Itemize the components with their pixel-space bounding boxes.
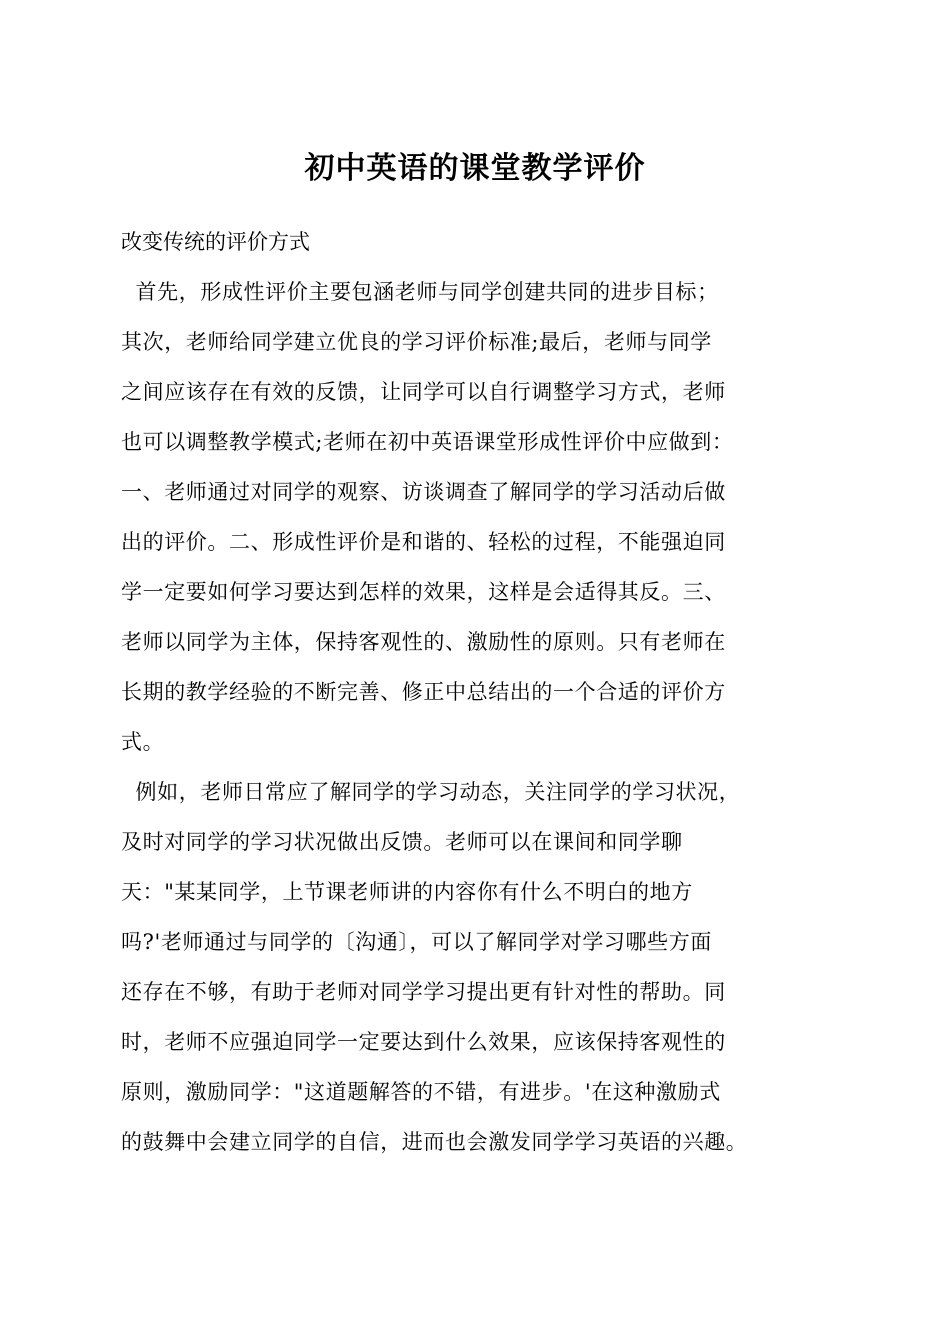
body-line: 一、老师通过对同学的观察、访谈调查了解同学的学习活动后做 <box>121 480 726 504</box>
body-line: 时，老师不应强迫同学一定要达到什么效果，应该保持客观性的 <box>121 1030 726 1054</box>
body-line: 长期的教学经验的不断完善、修正中总结出的一个合适的评价方 <box>121 680 726 704</box>
body-line: 式。 <box>121 730 165 754</box>
body-line: 吗?'老师通过与同学的〔沟通〕，可以了解同学对学习哪些方面 <box>121 930 712 954</box>
document-title: 初中英语的课堂教学评价 <box>304 151 646 186</box>
body-line: 首先，形成性评价主要包涵老师与同学创建共同的进步目标； <box>121 280 719 304</box>
section-heading: 改变传统的评价方式 <box>121 230 310 254</box>
body-line: 及时对同学的学习状况做出反馈。老师可以在课间和同学聊 <box>121 830 683 854</box>
body-line: 例如，老师日常应了解同学的学习动态，关注同学的学习状况， <box>121 780 741 804</box>
body-line: 之间应该存在有效的反馈，让同学可以自行调整学习方式，老师 <box>121 380 726 404</box>
body-line: 出的评价。二、形成性评价是和谐的、轻松的过程，不能强迫同 <box>121 530 726 554</box>
body-line: 也可以调整教学模式;老师在初中英语课堂形成性评价中应做到： <box>121 430 734 454</box>
body-line: 的鼓舞中会建立同学的自信，进而也会激发同学学习英语的兴趣。 <box>121 1130 748 1154</box>
body-line: 原则，激励同学："这道题解答的不错，有进步。'在这种激励式 <box>121 1080 721 1104</box>
body-line: 天："某某同学，上节课老师讲的内容你有什么不明白的地方 <box>121 880 693 904</box>
body-line: 老师以同学为主体，保持客观性的、激励性的原则。只有老师在 <box>121 630 726 654</box>
body-line: 其次，老师给同学建立优良的学习评价标准;最后，老师与同学 <box>121 330 712 354</box>
body-line: 还存在不够，有助于老师对同学学习提出更有针对性的帮助。同 <box>121 980 726 1004</box>
body-line: 学一定要如何学习要达到怎样的效果，这样是会适得其反。三、 <box>121 580 726 604</box>
